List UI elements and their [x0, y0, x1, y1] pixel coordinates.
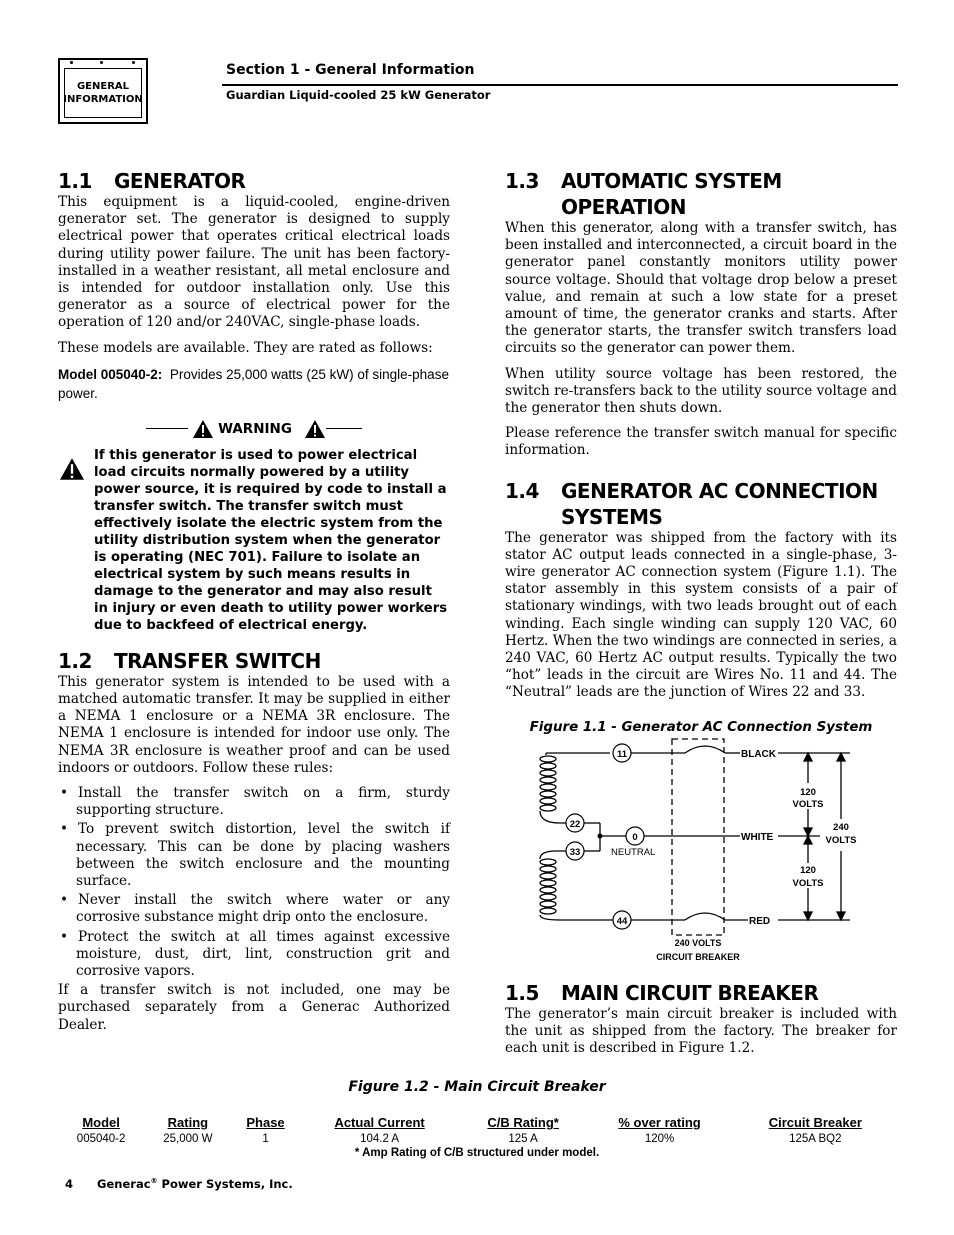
header-rule [222, 84, 898, 86]
column-header: % over rating [618, 1115, 701, 1130]
breaker-label-2: CIRCUIT BREAKER [656, 952, 740, 962]
page-number: 4 [65, 1177, 74, 1191]
badge-label [64, 68, 142, 118]
table-cell: 25,000 W [163, 1133, 213, 1145]
black-label: BLACK [741, 749, 776, 760]
heading-1-5: 1.5 MAIN CIRCUIT BREAKER [505, 981, 819, 1005]
table-cell: 104.2 A [360, 1133, 400, 1145]
paragraph: The generator was shipped from the factory with its stator AC output leads connected in a single-phase, 3-wire generator AC connection system (Figure 1.1). The stator assembly in this system consists of a pair of stationary windings, with two leads brought out of each winding. Each single winding can supply 120 VAC, 60 Hertz. When the two windings are connected in series, a 240 VAC, 60 Hertz AC output results. Typically the two “hot” leads in the circuit are Wires No. 11 and 44. The “Neutral” leads are the junction of Wires 22 and 33. [505, 529, 897, 701]
table-cell: 125A BQ2 [789, 1133, 842, 1145]
ac-connection-diagram [530, 735, 870, 967]
table-row [58, 1132, 898, 1147]
stator-winding-lower [540, 851, 613, 920]
section-title: Section 1 - General Information [226, 62, 475, 78]
column-header: Actual Current [334, 1115, 425, 1130]
voltage-label: VOLTS [792, 799, 824, 810]
voltage-label: 120 [800, 787, 816, 798]
column-header: C/B Rating* [487, 1115, 559, 1130]
table-cell: 120% [644, 1133, 675, 1145]
heading-1-2: 1.2 TRANSFER SWITCH [58, 648, 321, 673]
warning-icon [192, 419, 214, 439]
paragraph: When this generator, along with a transfer switch, has been installed and interconnected, a circuit board in the generator panel constantly monitors utility power source voltage. Should that voltage drop below a preset value, and remain at such a low state for a preset amount of time, the generator cranks and starts. After the generator starts, the transfer switch transfers load circuits so the generator can power them. [505, 220, 897, 357]
badge-dot [70, 61, 73, 64]
list-item: • Install the transfer switch on a firm, sturdy supporting structure. [58, 785, 450, 819]
list-item: • Never install the switch where water or any corrosive substance might drip onto the enclosure. [58, 892, 450, 926]
heading-1-3: 1.3 AUTOMATIC SYSTEM OPERATION [505, 169, 782, 219]
table-header-row [58, 1115, 898, 1132]
wire-11-label: 11 [616, 749, 628, 760]
list-item: • To prevent switch distortion, level the switch if necessary. This can be done by placing washers between the switch enclosure and the mounting surface. [58, 821, 450, 890]
table-note: * Amp Rating of C/B structured under model. [354, 1147, 600, 1159]
circuit-breaker-table [58, 1115, 898, 1147]
paragraph: Please reference the transfer switch manual for specific information. [505, 425, 897, 459]
voltage-label: VOLTS [825, 835, 857, 846]
wire-33-label: 33 [569, 847, 581, 858]
figure-caption: Figure 1.1 - Generator AC Connection System [529, 719, 873, 735]
table-cell: 005040-2 [76, 1133, 126, 1145]
white-label: WHITE [741, 832, 774, 843]
voltage-label: 120 [800, 865, 816, 876]
rules-list [58, 785, 450, 980]
paragraph: This equipment is a liquid-cooled, engine-driven generator set. The generator is designed to supply electrical power that operates critical electrical loads during utility power failure. The unit has been factory-installed in a weather resistant, all metal enclosure and is intended for outdoor installation only. Use this generator as a source of electrical power for the operation of 120 and/or 240VAC, single-phase loads. [58, 194, 450, 331]
list-item: • Protect the switch at all times against excessive moisture, dust, dirt, lint, construction grit and corrosive vapors. [58, 929, 450, 981]
badge-dot [132, 61, 135, 64]
column-header: Phase [246, 1115, 285, 1130]
wire-22-label: 22 [569, 819, 581, 830]
voltage-label: 240 [833, 822, 849, 833]
wire-44-label: 44 [616, 916, 628, 927]
junction-dot [598, 834, 603, 839]
header-subtitle: Guardian Liquid-cooled 25 kW Generator [226, 88, 491, 102]
circuit-breaker-box [672, 739, 724, 935]
warning-box [58, 447, 450, 634]
warning-icon [58, 457, 86, 481]
column-header: Model [82, 1115, 120, 1130]
warning-heading: WARNING [58, 419, 450, 439]
table-cell: 125 A [508, 1133, 538, 1145]
table-caption: Figure 1.2 - Main Circuit Breaker [348, 1079, 606, 1095]
paragraph: This generator system is intended to be used with a matched automatic transfer. It may be supplied in either a NEMA 1 enclosure or a NEMA 3R enclosure. The NEMA 1 enclosure is intended for indoor use only. The NEMA 3R enclosure is weather proof and can be used indoors or outdoors. Follow these rules: [58, 673, 450, 776]
badge-line-2: INFORMATION [63, 94, 143, 105]
voltage-label: VOLTS [792, 878, 824, 889]
heading-1-4: 1.4 GENERATOR AC CONNECTION SYSTEMS [505, 478, 878, 529]
paragraph: If a transfer switch is not included, one may be purchased separately from a Generac Authorized Dealer. [58, 982, 450, 1033]
wire-0-label: 0 [632, 832, 638, 843]
section-1-5 [505, 980, 897, 1058]
column-header: Circuit Breaker [768, 1115, 862, 1130]
page-footer: 4 Generac® Power Systems, Inc. [65, 1177, 293, 1191]
warning-icon [304, 419, 326, 439]
model-description: Model 005040-2: Provides 25,000 watts (25 kW) of single-phase power. [58, 366, 449, 401]
neutral-label: NEUTRAL [611, 847, 656, 858]
paragraph: When utility source voltage has been restored, the switch re-transfers back to the utility source voltage and the generator then shuts down. [505, 365, 897, 417]
left-column [58, 168, 450, 1034]
right-column [505, 168, 897, 735]
paragraph: The generator’s main circuit breaker is included with the unit as shipped from the factory. The breaker for each unit is described in Figure 1.2. [505, 1006, 897, 1057]
heading-1-1: 1.1 GENERATOR [58, 169, 246, 193]
badge-line-1: GENERAL [76, 81, 130, 92]
breaker-label-1: 240 VOLTS [674, 938, 722, 948]
stator-winding-upper [540, 753, 610, 823]
company-name: Generac [97, 1177, 151, 1191]
table-cell: 1 [262, 1133, 269, 1145]
badge-dot [100, 61, 103, 64]
paragraph: These models are available. They are rated as follows: [58, 339, 433, 356]
section-badge [58, 58, 148, 124]
red-label: RED [749, 916, 771, 927]
column-header: Rating [167, 1115, 209, 1130]
warning-text: If this generator is used to power electrical load circuits normally powered by a utility power source, it is required by code to install a transfer switch. The transfer switch must effectively isolate the electric system from the utility distribution system when the generator is operating (NEC 701). Failure to isolate an electrical system by such means results in damage to the generator and may also result in injury or even death to utility power workers due to backfeed of electrical energy. [94, 447, 448, 633]
